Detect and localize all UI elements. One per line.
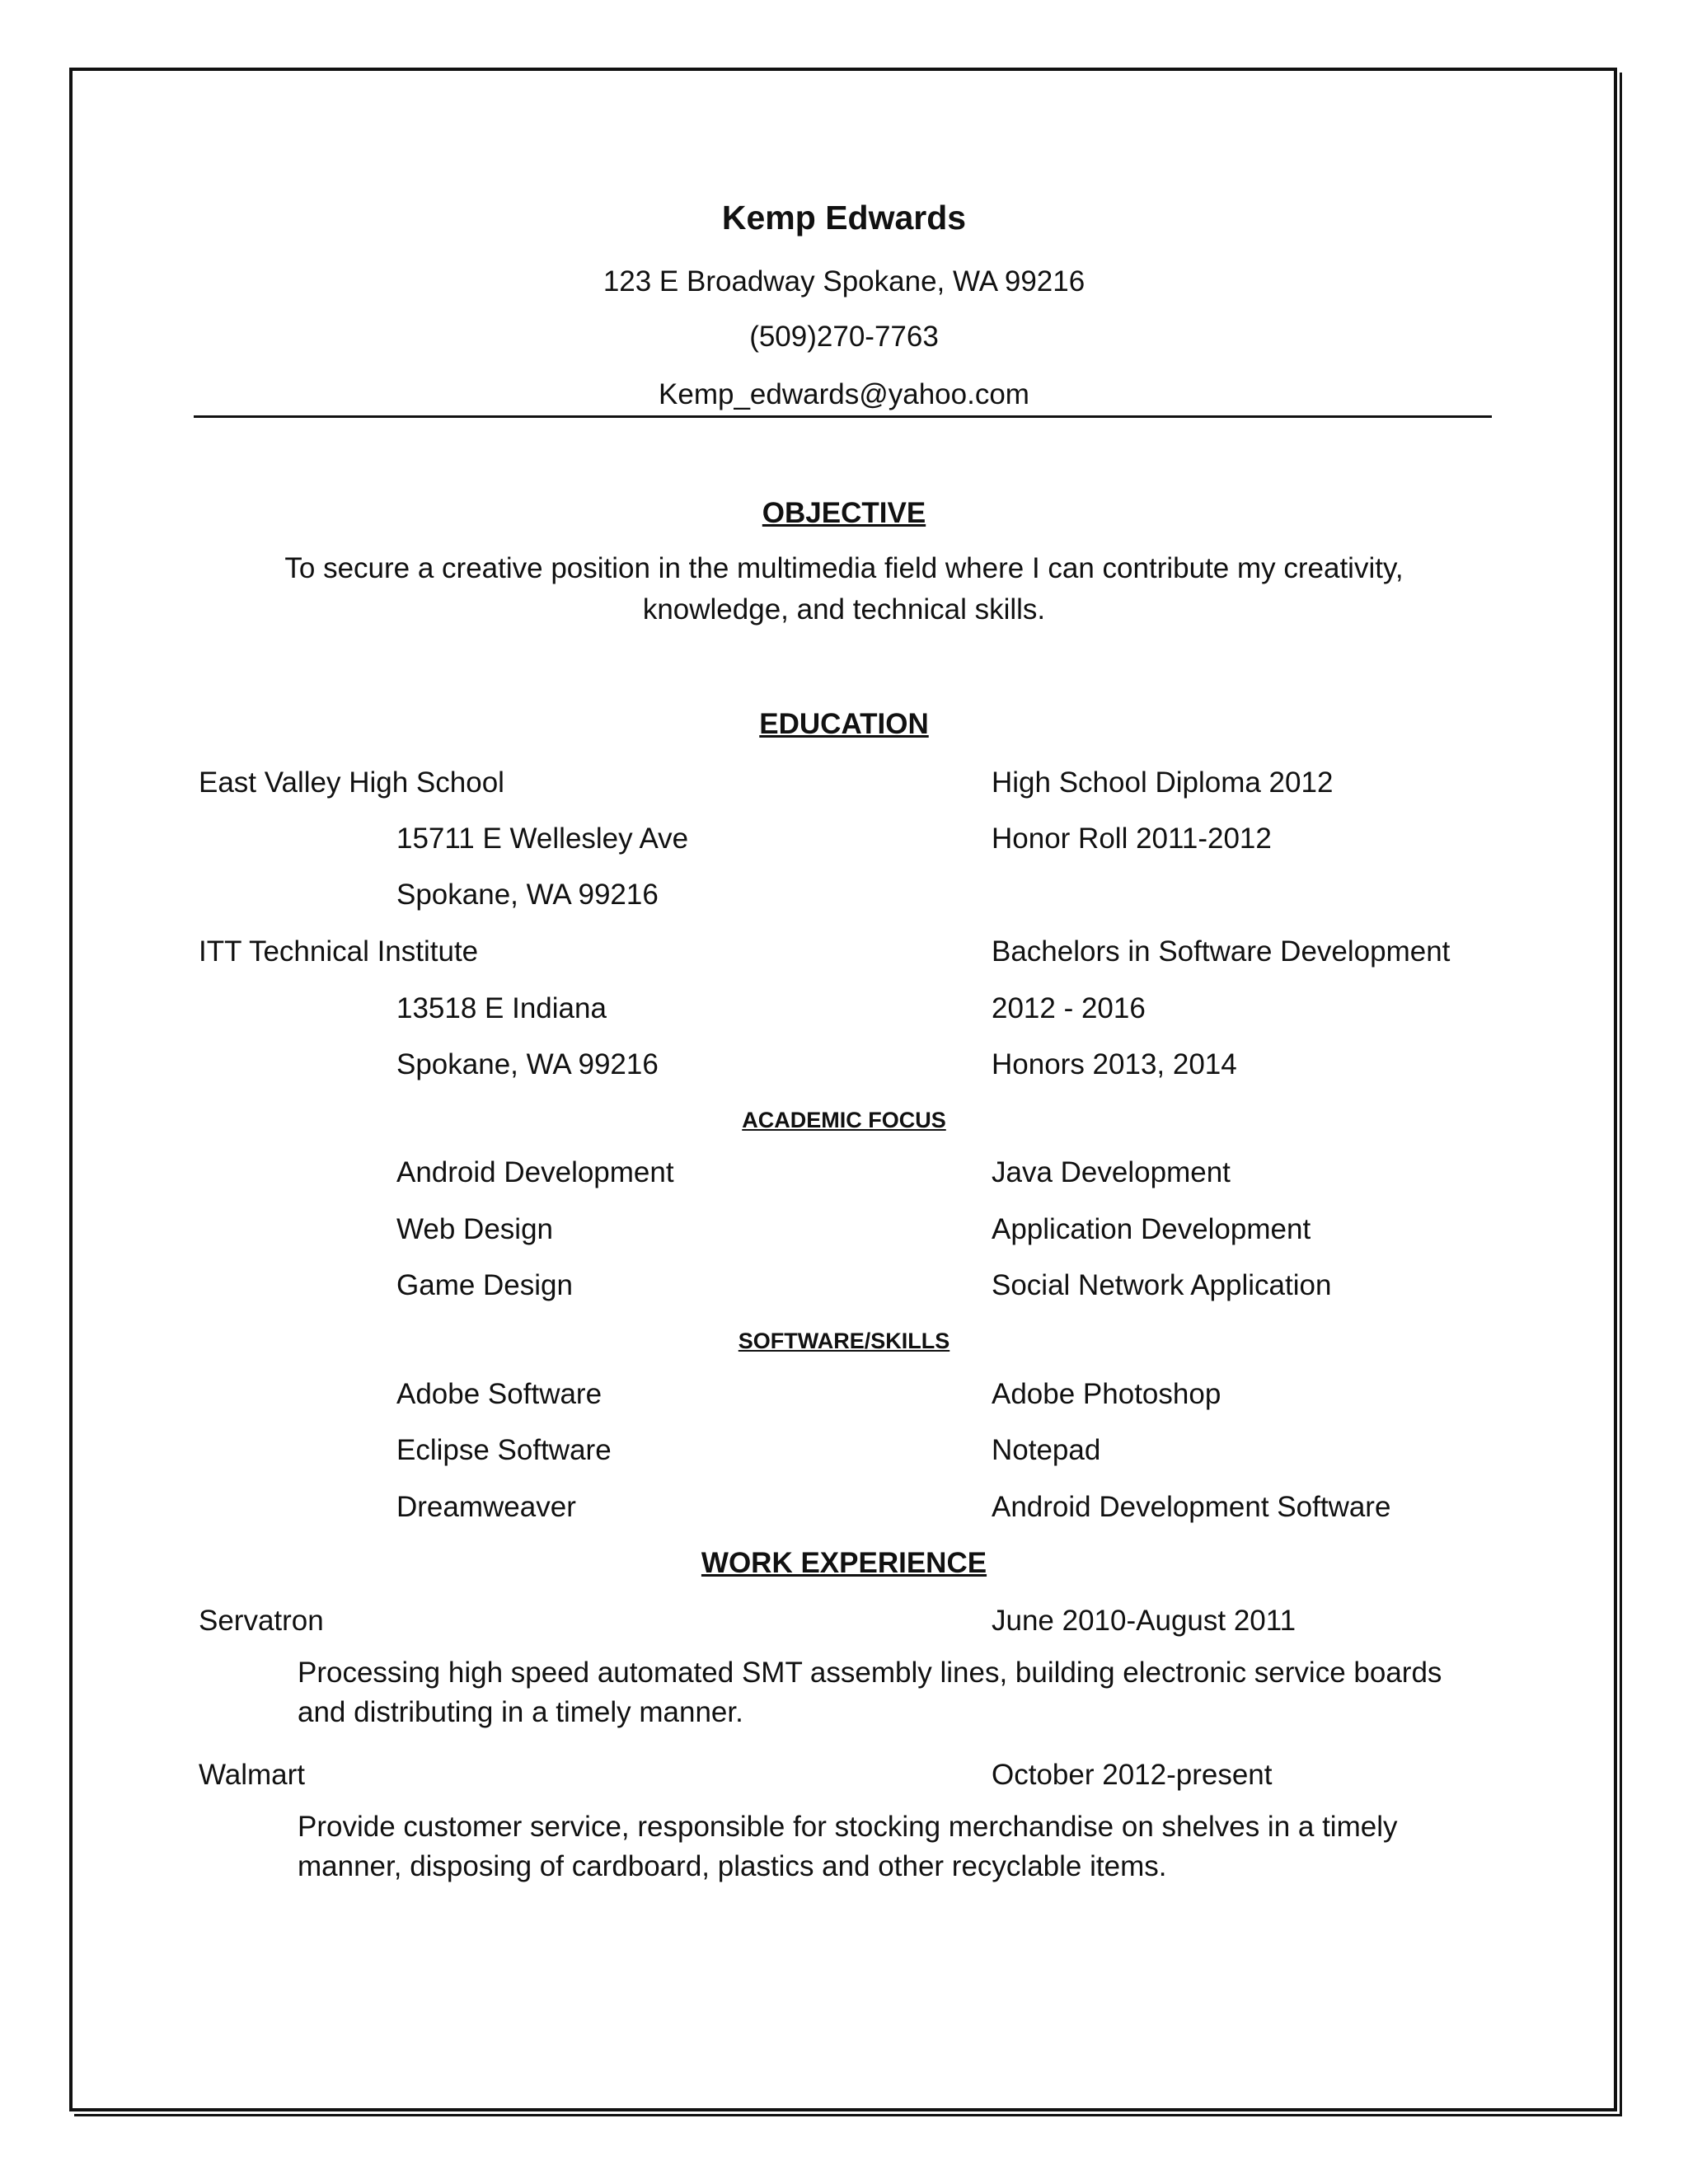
employer: Servatron — [199, 1605, 324, 1637]
focus-item: Android Development — [396, 1156, 674, 1188]
objective-heading: OBJECTIVE — [762, 497, 926, 529]
focus-item: Game Design — [396, 1269, 573, 1301]
skill-item: Notepad — [992, 1434, 1101, 1466]
focus-item: Web Design — [396, 1213, 554, 1245]
address: 123 E Broadway Spokane, WA 99216 — [603, 265, 1085, 298]
employer: Walmart — [199, 1759, 305, 1791]
school-detail: 2012 - 2016 — [992, 992, 1146, 1024]
objective-line-2: knowledge, and technical skills. — [642, 593, 1046, 626]
software-skills-heading: SOFTWARE/SKILLS — [738, 1329, 950, 1353]
work-experience-heading: WORK EXPERIENCE — [701, 1547, 987, 1579]
resume-name: Kemp Edwards — [721, 199, 967, 237]
school-detail: Honors 2013, 2014 — [992, 1048, 1237, 1080]
job-description: Processing high speed automated SMT assembly lines, building electronic service boards and distributing in a timely manner. — [298, 1657, 1442, 1728]
school-detail: High School Diploma 2012 — [992, 766, 1334, 799]
focus-item: Social Network Application — [992, 1269, 1332, 1301]
school-city: Spokane, WA 99216 — [396, 879, 659, 911]
skill-item: Eclipse Software — [396, 1434, 612, 1466]
skill-item: Adobe Software — [396, 1378, 603, 1410]
school-name: East Valley High School — [199, 766, 504, 799]
header-divider — [194, 415, 1492, 418]
school-detail: Bachelors in Software Development — [992, 935, 1451, 968]
objective-line-1: To secure a creative position in the multimedia field where I can contribute my creativity, — [284, 552, 1404, 584]
email: Kemp_edwards@yahoo.com — [659, 378, 1029, 410]
school-name: ITT Technical Institute — [199, 935, 479, 968]
phone: (509)270-7763 — [749, 321, 939, 353]
skill-item: Adobe Photoshop — [992, 1378, 1221, 1410]
job-description: Provide customer service, responsible for stocking merchandise on shelves in a timely manner, disposing of cardboard, plastics and other recyclable items. — [298, 1811, 1398, 1882]
job-dates: June 2010-August 2011 — [992, 1605, 1296, 1637]
focus-item: Java Development — [992, 1156, 1231, 1188]
education-heading: EDUCATION — [759, 708, 929, 740]
skill-item: Android Development Software — [992, 1491, 1391, 1523]
academic-focus-heading: ACADEMIC FOCUS — [742, 1108, 946, 1132]
job-dates: October 2012-present — [992, 1759, 1273, 1791]
school-address: 13518 E Indiana — [396, 992, 607, 1024]
focus-item: Application Development — [992, 1213, 1311, 1245]
school-detail: Honor Roll 2011-2012 — [992, 823, 1272, 855]
school-address: 15711 E Wellesley Ave — [396, 823, 689, 855]
school-city: Spokane, WA 99216 — [396, 1048, 659, 1080]
skill-item: Dreamweaver — [396, 1491, 576, 1523]
